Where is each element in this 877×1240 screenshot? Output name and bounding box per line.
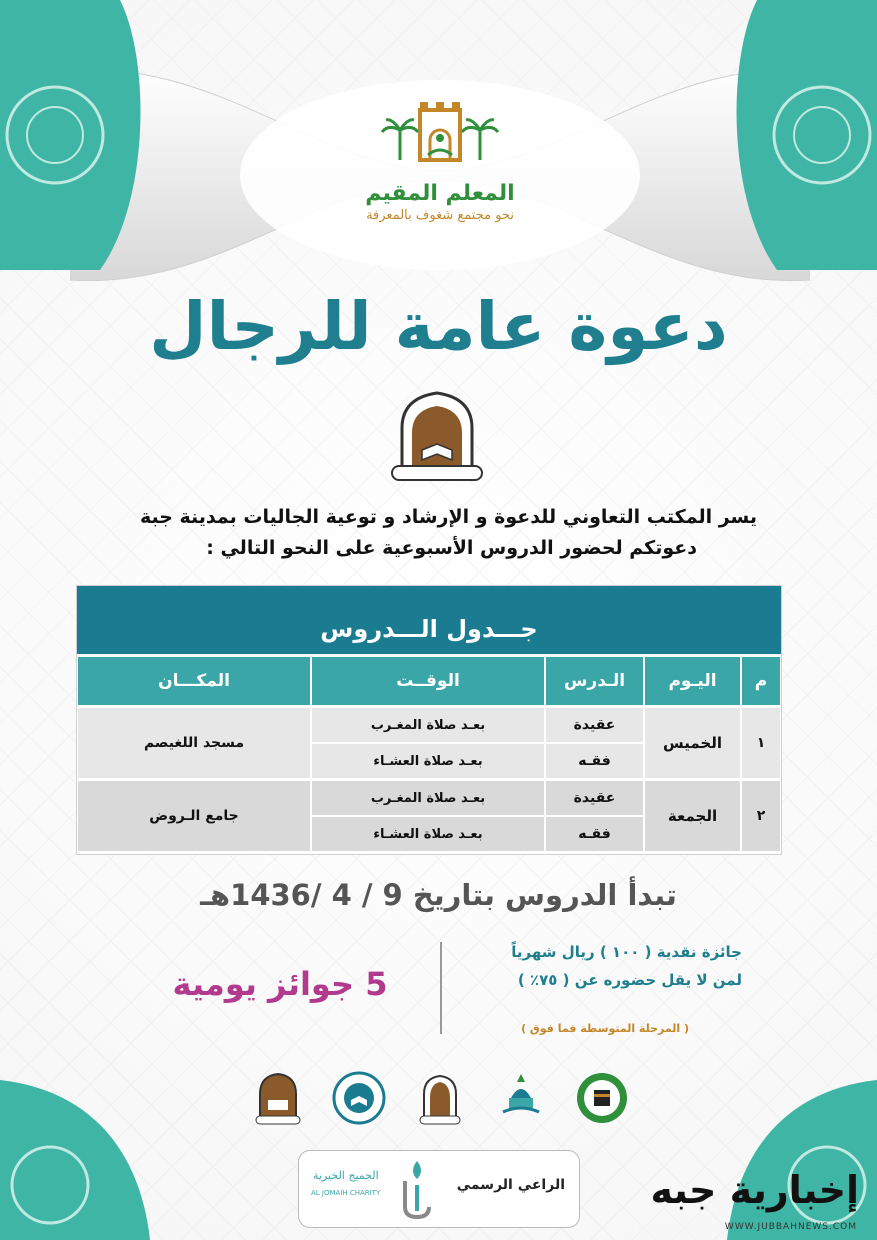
sponsor-name: الجميح الخيرية xyxy=(313,1169,379,1182)
time-cell: بعـد صلاة العشـاء xyxy=(311,816,545,852)
watermark-url: WWW.JUBBAHNEWS.COM xyxy=(724,1222,857,1232)
corner-ornament-top-right xyxy=(727,0,877,270)
lesson-cell: عقيدة xyxy=(545,707,644,743)
table-header-row xyxy=(77,656,781,706)
lesson-cell: عقيدة xyxy=(545,780,644,816)
partner-logos xyxy=(250,1068,630,1128)
column-header-time: الوقــت xyxy=(311,656,545,706)
resident-teacher-logo xyxy=(340,100,540,223)
column-header-place: المكـــان xyxy=(77,656,311,706)
row-lessons xyxy=(545,780,644,852)
time-cell: بعـد صلاة المغـرب xyxy=(311,707,545,743)
intro-line-2: دعوتكم لحضور الدروس الأسبوعية على النحو التالي : xyxy=(206,537,697,559)
page-title: دعوة عامة للرجال xyxy=(149,288,728,365)
lesson-cell: فقـه xyxy=(545,743,644,779)
lesson-cell: فقـه xyxy=(545,816,644,852)
column-header-day: اليـوم xyxy=(644,656,741,706)
time-cell: بعـد صلاة المغـرب xyxy=(311,780,545,816)
partner-logo-1-icon xyxy=(250,1070,306,1126)
corner-ornament-top-left xyxy=(0,0,150,270)
start-date: تبدأ الدروس بتاريخ 9 / 4 /1436هـ xyxy=(200,878,677,912)
castle-palm-icon xyxy=(380,100,500,175)
row-lessons xyxy=(545,707,644,779)
partner-logo-4-icon xyxy=(493,1070,549,1126)
table-row xyxy=(77,707,781,779)
row-number: ٢ xyxy=(741,780,781,852)
partner-logo-5-icon xyxy=(574,1070,630,1126)
logo-name: المعلم المقيم xyxy=(365,181,515,206)
dawah-office-seal xyxy=(387,388,487,483)
intro-text xyxy=(80,502,757,564)
column-header-number: م xyxy=(741,656,781,706)
table-row xyxy=(77,780,781,852)
column-header-lesson: الـدرس xyxy=(545,656,644,706)
sponsor-label: الراعي الرسمي xyxy=(456,1177,565,1193)
divider xyxy=(440,942,442,1034)
row-times xyxy=(311,707,545,779)
partner-logo-3-icon xyxy=(412,1070,468,1126)
intro-line-1: يسر المكتب التعاوني للدعوة و الإرشاد و توعية الجاليات بمدينة جبة xyxy=(139,506,757,528)
corner-ornament-bottom-left xyxy=(0,1060,150,1240)
schedule-title: جـــدول الـــدروس xyxy=(77,586,781,654)
row-number: ١ xyxy=(741,707,781,779)
logo-tagline: نحو مجتمع شغوف بالمعرفة xyxy=(366,208,514,223)
row-day: الخميس xyxy=(644,707,741,779)
official-sponsor-box xyxy=(298,1150,580,1228)
time-cell: بعـد صلاة العشـاء xyxy=(311,743,545,779)
news-watermark: إخبارية جبه xyxy=(650,1168,859,1212)
row-place: مسجد اللغيصم xyxy=(77,707,311,779)
cash-prize xyxy=(442,938,742,994)
corner-ornament-bottom-right xyxy=(724,1060,877,1240)
sponsor-name-en: AL JOMAIH CHARITY xyxy=(311,1189,381,1197)
lessons-schedule-table xyxy=(76,585,782,855)
row-times xyxy=(311,780,545,852)
partner-logo-2-icon xyxy=(331,1070,387,1126)
row-day: الجمعة xyxy=(644,780,741,852)
jomaih-logo-icon xyxy=(397,1157,437,1221)
row-place: جامع الـروض xyxy=(77,780,311,852)
daily-prizes: 5 جوائز يومية xyxy=(172,965,388,1003)
prize-line-1: جائزة نقدية ( ١٠٠ ) ريال شهرياً xyxy=(511,943,742,961)
prize-note: ( المرحلة المتوسطة فما فوق ) xyxy=(521,1022,689,1035)
prize-line-2: لمن لا يقل حضوره عن ( ٧٥٪ ) xyxy=(517,971,742,989)
